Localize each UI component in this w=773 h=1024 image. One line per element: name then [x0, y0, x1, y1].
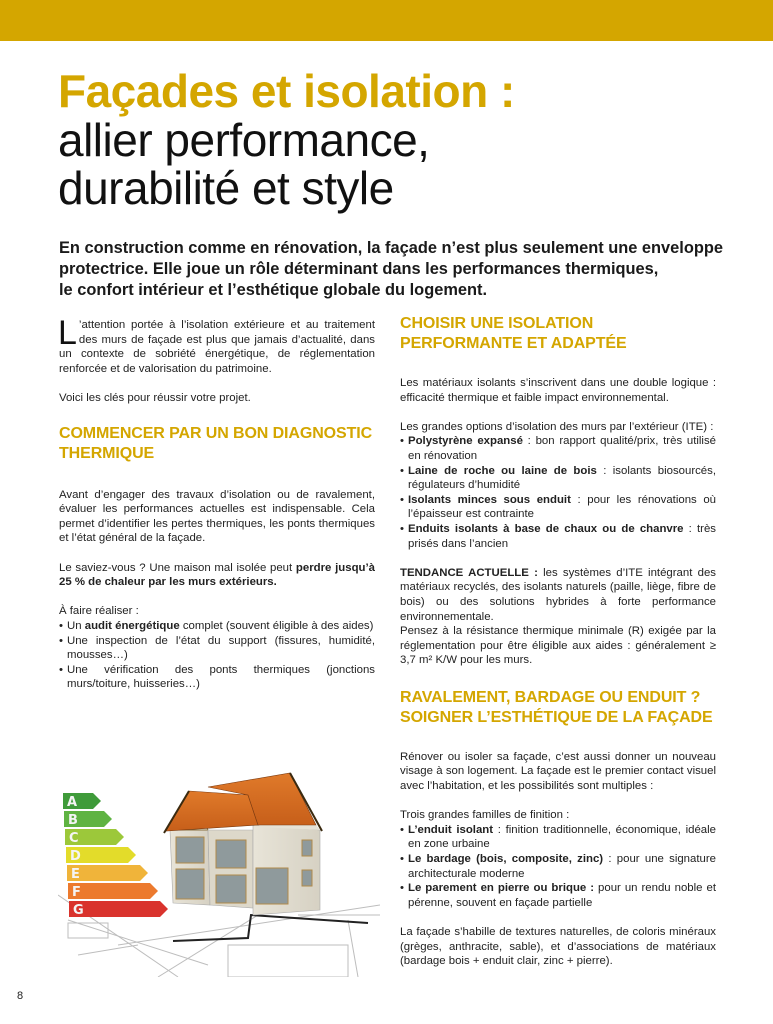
list-item-bold: Enduits isolants à base de chaux ou de chanvre: [408, 522, 684, 535]
diagnostic-paragraph: Avant d’engager des travaux d’isolation ou de ravalement, évaluer les performances actuelles est indispensable. Cela permet d’identifier les pertes thermiques, les ponts thermiques et l’état général de la façade.: [59, 488, 375, 545]
list-item: [400, 823, 716, 852]
intro-paragraph: [58, 314, 375, 376]
list-item-bold: Laine de roche ou laine de bois: [408, 464, 597, 477]
lead-line: protectrice. Elle joue un rôle déterminant dans les performances thermiques,: [59, 260, 659, 278]
list-item-text: Un: [67, 619, 85, 632]
list-item-bold: Le bardage (bois, composite, zinc): [408, 853, 604, 866]
list-item-text: pour un rendu noble et pérenne, souvent en façade partielle: [408, 882, 716, 909]
list-item-bold: Isolants minces sous enduit: [408, 493, 571, 506]
isolation-paragraph: Les matériaux isolants s’inscrivent dans une double logique : efficacité thermique et faible impact environnemental.: [400, 377, 716, 404]
lead-line: En construction comme en rénovation, la façade n’est plus seulement une enveloppe: [59, 239, 723, 257]
intro-text: ’attention portée à l’isolation extérieure et au traitement des murs de façade est plus que jamais d’actualité, dans un contexte de sobriété énergétique, de réglementation renforcée et de valorisation du patrimoine.: [59, 319, 375, 375]
list-item-bold: Le parement en pierre ou brique :: [408, 882, 595, 895]
resistance-paragraph: Pensez à la résistance thermique minimale (R) exigée par la réglementation pour être éligible aux aides : généralement ≥ 3,7 m² K/W pour les murs.: [400, 625, 716, 667]
list-item-bold: audit énergétique: [84, 619, 180, 632]
section-heading-esthetique: RAVALEMENT, BARDAGE OU ENDUIT ? SOIGNER L’ESTHÉTIQUE DE LA FAÇADE: [400, 688, 713, 726]
list-item-text: : isolants biosourcés, régulateurs d’humidité: [408, 464, 716, 492]
left-column: [58, 314, 375, 692]
list-item-text: : pour une signature architecturale moderne: [408, 853, 716, 880]
svg-text:E: E: [71, 867, 80, 882]
list-item: [400, 464, 716, 493]
list-item-text: Une inspection de l’état du support (fissures, humidité, mousses…): [67, 634, 375, 662]
list-item: [59, 663, 375, 692]
list-item-bold: L’enduit isolant: [408, 823, 494, 836]
svg-text:G: G: [73, 903, 84, 918]
list-item-text: : finition traditionnelle, économique, idéale en zone urbaine: [408, 823, 716, 851]
right-column: [400, 314, 716, 969]
list-item: [400, 852, 716, 881]
drop-cap: L: [58, 314, 77, 352]
house-energy-illustration: [58, 745, 380, 977]
list-item-bold: Polystyrène expansé: [408, 435, 523, 448]
todo-list: [59, 619, 375, 692]
trend-text: les systèmes d’ITE intégrant des matériaux recyclés, des isolants naturels (paille, liège, fibre de bois) ou des solutions hybrides à forte performance environnementale.: [400, 566, 716, 623]
title-line-3: durabilité et style: [58, 162, 394, 214]
svg-text:A: A: [67, 795, 78, 810]
page-number: 8: [17, 990, 24, 1002]
house-on-blueprints-image: [58, 745, 380, 977]
title-line-2: allier performance,: [58, 114, 430, 166]
did-you-know-text: Le saviez-vous ? Une maison mal isolée peut: [59, 561, 296, 574]
list-item-text: Une vérification des ponts thermiques (jonctions murs/toiture, huisseries…): [67, 663, 375, 691]
lead-paragraph: [59, 238, 729, 301]
section-heading-diagnostic: COMMENCER PAR UN BON DIAGNOSTIC THERMIQUE: [59, 424, 373, 462]
intro-paragraph-2: Voici les clés pour réussir votre projet.: [59, 391, 251, 404]
list-item-text: : bon rapport qualité/prix, très utilisé en rénovation: [408, 435, 716, 462]
svg-text:B: B: [68, 813, 78, 828]
list-item: [59, 619, 375, 634]
did-you-know-highlight: perdre jusqu’à 25 % de chaleur par les murs extérieurs.: [59, 561, 375, 589]
finish-families-list: [400, 823, 716, 911]
closing-paragraph: La façade s’habille de textures naturelles, de coloris minéraux (grèges, anthracite, sable), et d’associations de matériaux (bardage bois + enduit clair, zinc + pierre).: [400, 926, 716, 968]
svg-text:C: C: [69, 831, 79, 846]
list-item-text: : très prisés dans l’ancien: [408, 522, 716, 550]
section-heading-isolation: CHOISIR UNE ISOLATION PERFORMANTE ET ADAPTÉE: [400, 315, 627, 352]
svg-text:D: D: [70, 849, 81, 864]
page-title: [58, 66, 738, 212]
header-accent-bar: [0, 0, 773, 41]
title-line-accent: Façades et isolation :: [58, 65, 515, 117]
options-label: Les grandes options d’isolation des murs par l’extérieur (ITE) :: [400, 420, 714, 433]
todo-label: À faire réaliser :: [59, 605, 139, 618]
trend-label: TENDANCE ACTUELLE :: [400, 566, 538, 579]
list-item-text: complet (souvent éligible à des aides): [179, 619, 374, 632]
list-item: [400, 522, 716, 551]
list-item: [400, 881, 716, 910]
lead-line: le confort intérieur et l’esthétique globale du logement.: [59, 281, 488, 299]
trend-paragraph: [400, 566, 716, 624]
list-item: [400, 434, 716, 463]
did-you-know-paragraph: [59, 561, 375, 590]
families-label: Trois grandes familles de finition :: [400, 809, 570, 822]
svg-text:F: F: [72, 885, 81, 900]
list-item: [400, 493, 716, 522]
list-item-text: : pour les rénovations où l’épaisseur est contrainte: [408, 493, 716, 521]
isolation-options-list: [400, 434, 716, 551]
esthetique-paragraph: Rénover ou isoler sa façade, c’est aussi donner un nouveau visage à son logement. La façade est le premier contact visuel avec l’habitation, et les possibilités sont multiples :: [400, 750, 716, 793]
list-item: [59, 634, 375, 663]
